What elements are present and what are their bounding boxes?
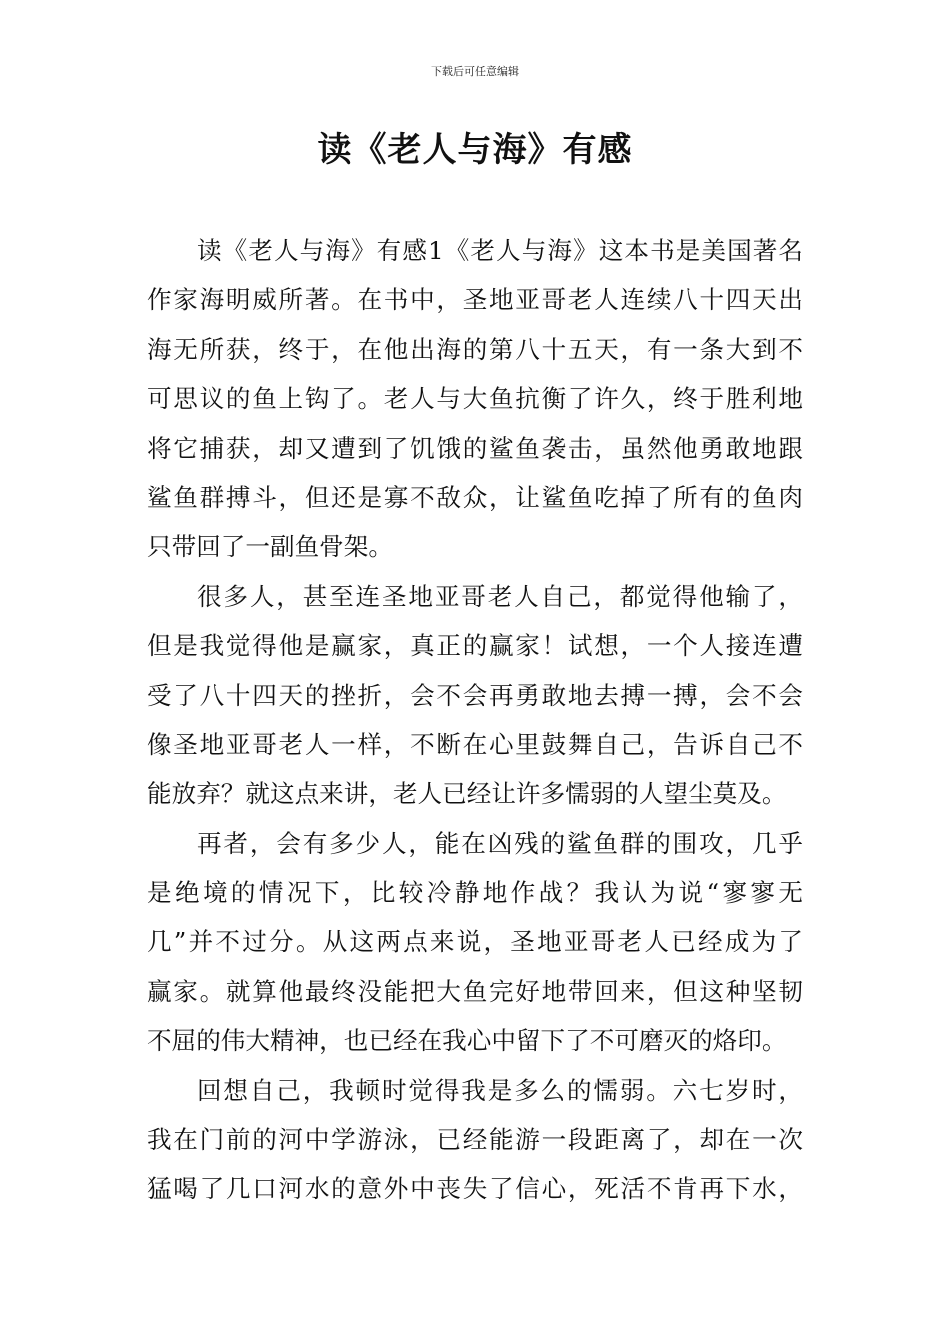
text-line: 我在门前的河中学游泳，已经能游一段距离了，却在一次 (147, 1125, 803, 1155)
text-line: 鲨鱼群搏斗，但还是寡不敌众，让鲨鱼吃掉了所有的鱼肉 (147, 482, 803, 512)
text-line: 海无所获，终于，在他出海的第八十五天，有一条大到不 (147, 334, 803, 364)
text-line: 再者，会有多少人，能在凶残的鲨鱼群的围攻，几乎 (197, 828, 803, 858)
text-line: 能放弃？就这点来讲，老人已经让许多懦弱的人望尘莫及。 (147, 779, 787, 809)
paragraph (147, 572, 803, 819)
text-line: 几”并不过分。从这两点来说，圣地亚哥老人已经成为了 (147, 927, 803, 957)
text-line: 读《老人与海》有感1《老人与海》这本书是美国著名 (197, 236, 803, 265)
text-line: 赢家。就算他最终没能把大鱼完好地带回来，但这种坚韧 (147, 976, 803, 1006)
text-line: 但是我觉得他是赢家，真正的赢家！试想，一个人接连遭 (147, 631, 803, 661)
text-line: 将它捕获，却又遭到了饥饿的鲨鱼袭击，虽然他勇敢地跟 (147, 433, 803, 463)
text-line: 只带回了一副鱼骨架。 (147, 532, 393, 562)
header-note: 下载后可任意编辑 (431, 65, 519, 78)
text-line: 像圣地亚哥老人一样，不断在心里鼓舞自己，告诉自己不 (147, 729, 803, 759)
page-title: 读《老人与海》有感 (317, 130, 633, 170)
paragraph (147, 1066, 803, 1214)
text-line: 回想自己，我顿时觉得我是多么的懦弱。六七岁时， (197, 1075, 803, 1105)
essay-body (147, 226, 803, 1214)
text-line: 是绝境的情况下，比较冷静地作战？我认为说“寥寥无 (147, 878, 803, 908)
text-line: 作家海明威所著。在书中，圣地亚哥老人连续八十四天出 (147, 285, 803, 315)
text-line: 受了八十四天的挫折，会不会再勇敢地去搏一搏，会不会 (147, 680, 803, 710)
text-line: 可思议的鱼上钩了。老人与大鱼抗衡了许久，终于胜利地 (147, 384, 803, 414)
text-line: 不屈的伟大精神，也已经在我心中留下了不可磨灭的烙印。 (147, 1026, 787, 1056)
paragraph (147, 819, 803, 1066)
text-line: 猛喝了几口河水的意外中丧失了信心，死活不肯再下水， (147, 1174, 803, 1204)
text-line: 很多人，甚至连圣地亚哥老人自己，都觉得他输了， (197, 581, 803, 611)
paragraph (147, 226, 803, 572)
